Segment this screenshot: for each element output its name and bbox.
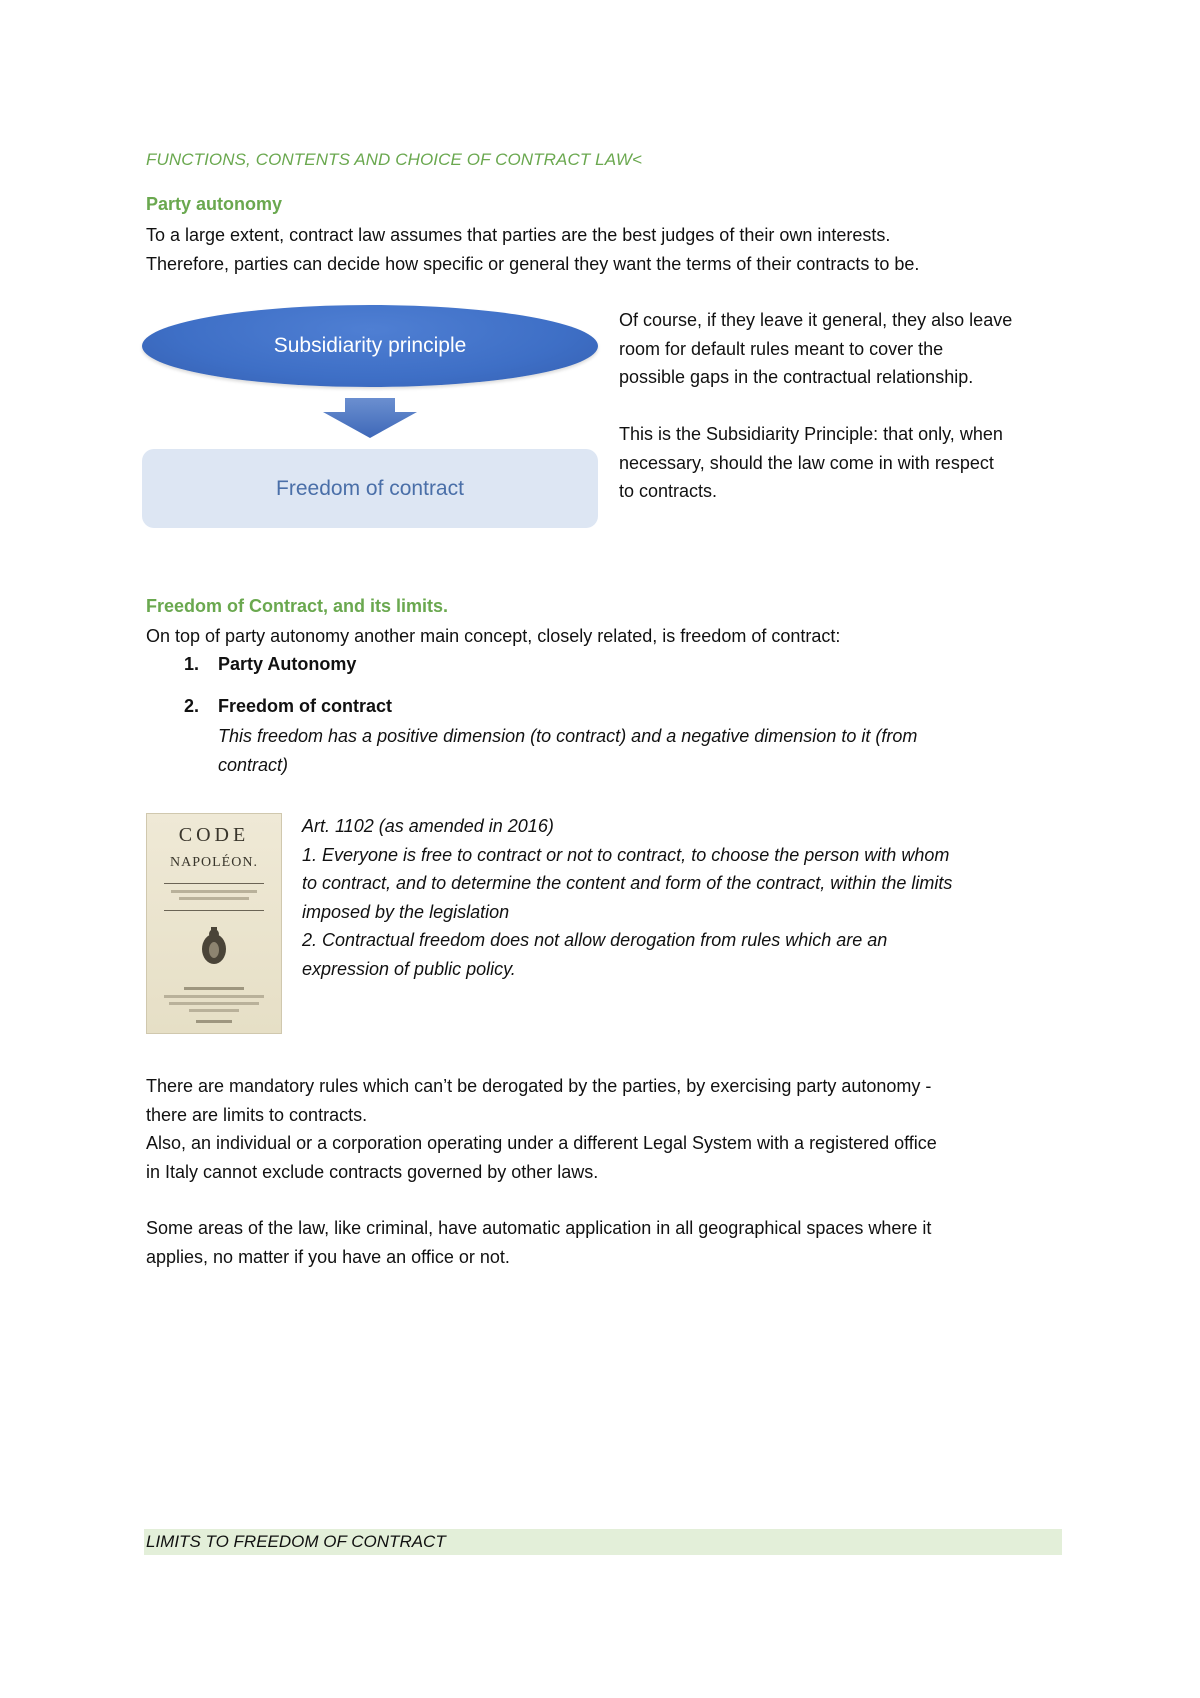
list-number: 1.: [184, 654, 200, 674]
freedom-of-contract-shape: [142, 449, 598, 528]
text-line: To a large extent, contract law assumes that parties are the best judges of their own interests.: [146, 225, 891, 245]
text-line: Some areas of the law, like criminal, have automatic application in all geographical spaces where it: [146, 1218, 932, 1238]
subsidiarity-principle-label: Subsidiarity principle: [273, 334, 467, 357]
side-paragraph-subsidiarity: [619, 420, 1089, 506]
text-line: 2. Contractual freedom does not allow derogation from rules which are an: [302, 930, 888, 950]
article-1102: [302, 812, 1102, 983]
list-note: [218, 722, 1118, 779]
text-line: Of course, if they leave it general, they also leave: [619, 310, 1013, 330]
list-number: 2.: [184, 696, 200, 716]
numbered-list-item: [184, 692, 392, 721]
freedom-of-contract-label: Freedom of contract: [276, 476, 464, 500]
text-line: Therefore, parties can decide how specific or general they want the terms of their contracts to be.: [146, 253, 920, 274]
side-paragraph-default-rules: [619, 306, 1089, 392]
section-heading-freedom-of-contract: Freedom of Contract, and its limits.: [146, 596, 449, 616]
section-heading-party-autonomy: Party autonomy: [146, 194, 283, 214]
book-rule: [164, 910, 264, 911]
text-line: necessary, should the law come in with respect: [619, 452, 994, 473]
text-line: This is the Subsidiarity Principle: that only, when: [619, 424, 1003, 444]
book-title-line2: NAPOLÉON.: [170, 855, 258, 870]
paragraph-mandatory-rules: [146, 1072, 1136, 1186]
text-line: to contracts.: [619, 481, 718, 501]
text-line: in Italy cannot exclude contracts governed by other laws.: [146, 1161, 599, 1182]
text-line: expression of public policy.: [302, 958, 516, 979]
paragraph-criminal-law: [146, 1214, 1136, 1271]
book-text-block: [171, 890, 257, 893]
subsidiarity-principle-shape: [142, 305, 598, 387]
text-line: 1. Everyone is free to contract or not to contract, to choose the person with whom: [302, 844, 950, 865]
eagle-emblem-icon: [197, 927, 231, 967]
footer-heading: LIMITS TO FREEDOM OF CONTRACT: [146, 1532, 446, 1551]
book-rule: [164, 883, 264, 884]
text-line: Art. 1102 (as amended in 2016): [302, 816, 554, 836]
numbered-list-item: [184, 650, 356, 679]
list-label: Freedom of contract: [218, 696, 393, 716]
text-line: there are limits to contracts.: [146, 1104, 368, 1125]
document-title: FUNCTIONS, CONTENTS AND CHOICE OF CONTRACT LAW<: [146, 150, 642, 169]
arrow-down-icon: [323, 398, 417, 438]
book-title-line1: CODE: [178, 824, 250, 846]
text-line: This freedom has a positive dimension (to contract) and a negative dimension to it (from: [218, 726, 918, 746]
book-text-block: [184, 987, 244, 990]
text-line: room for default rules meant to cover the: [619, 338, 944, 359]
list-label: Party Autonomy: [218, 654, 357, 674]
code-napoleon-book-image: [146, 813, 282, 1034]
text-line: contract): [218, 754, 289, 775]
text-line: possible gaps in the contractual relationship.: [619, 367, 974, 387]
book-text-block: [179, 897, 249, 900]
book-text-block: [189, 1009, 239, 1012]
book-text-block: [169, 1002, 259, 1005]
text-line: There are mandatory rules which can’t be derogated by the parties, by exercising party autonomy -: [146, 1076, 932, 1096]
book-text-block: [196, 1020, 232, 1023]
text-line: imposed by the legislation: [302, 901, 510, 922]
section1-intro: [146, 221, 1106, 278]
text-line: to contract, and to determine the content and form of the contract, within the limits: [302, 873, 953, 893]
text-line: Also, an individual or a corporation operating under a different Legal System with a registered office: [146, 1133, 937, 1153]
text-line: applies, no matter if you have an office or not.: [146, 1246, 510, 1267]
section2-intro: On top of party autonomy another main concept, closely related, is freedom of contract:: [146, 626, 841, 646]
book-text-block: [164, 995, 264, 998]
